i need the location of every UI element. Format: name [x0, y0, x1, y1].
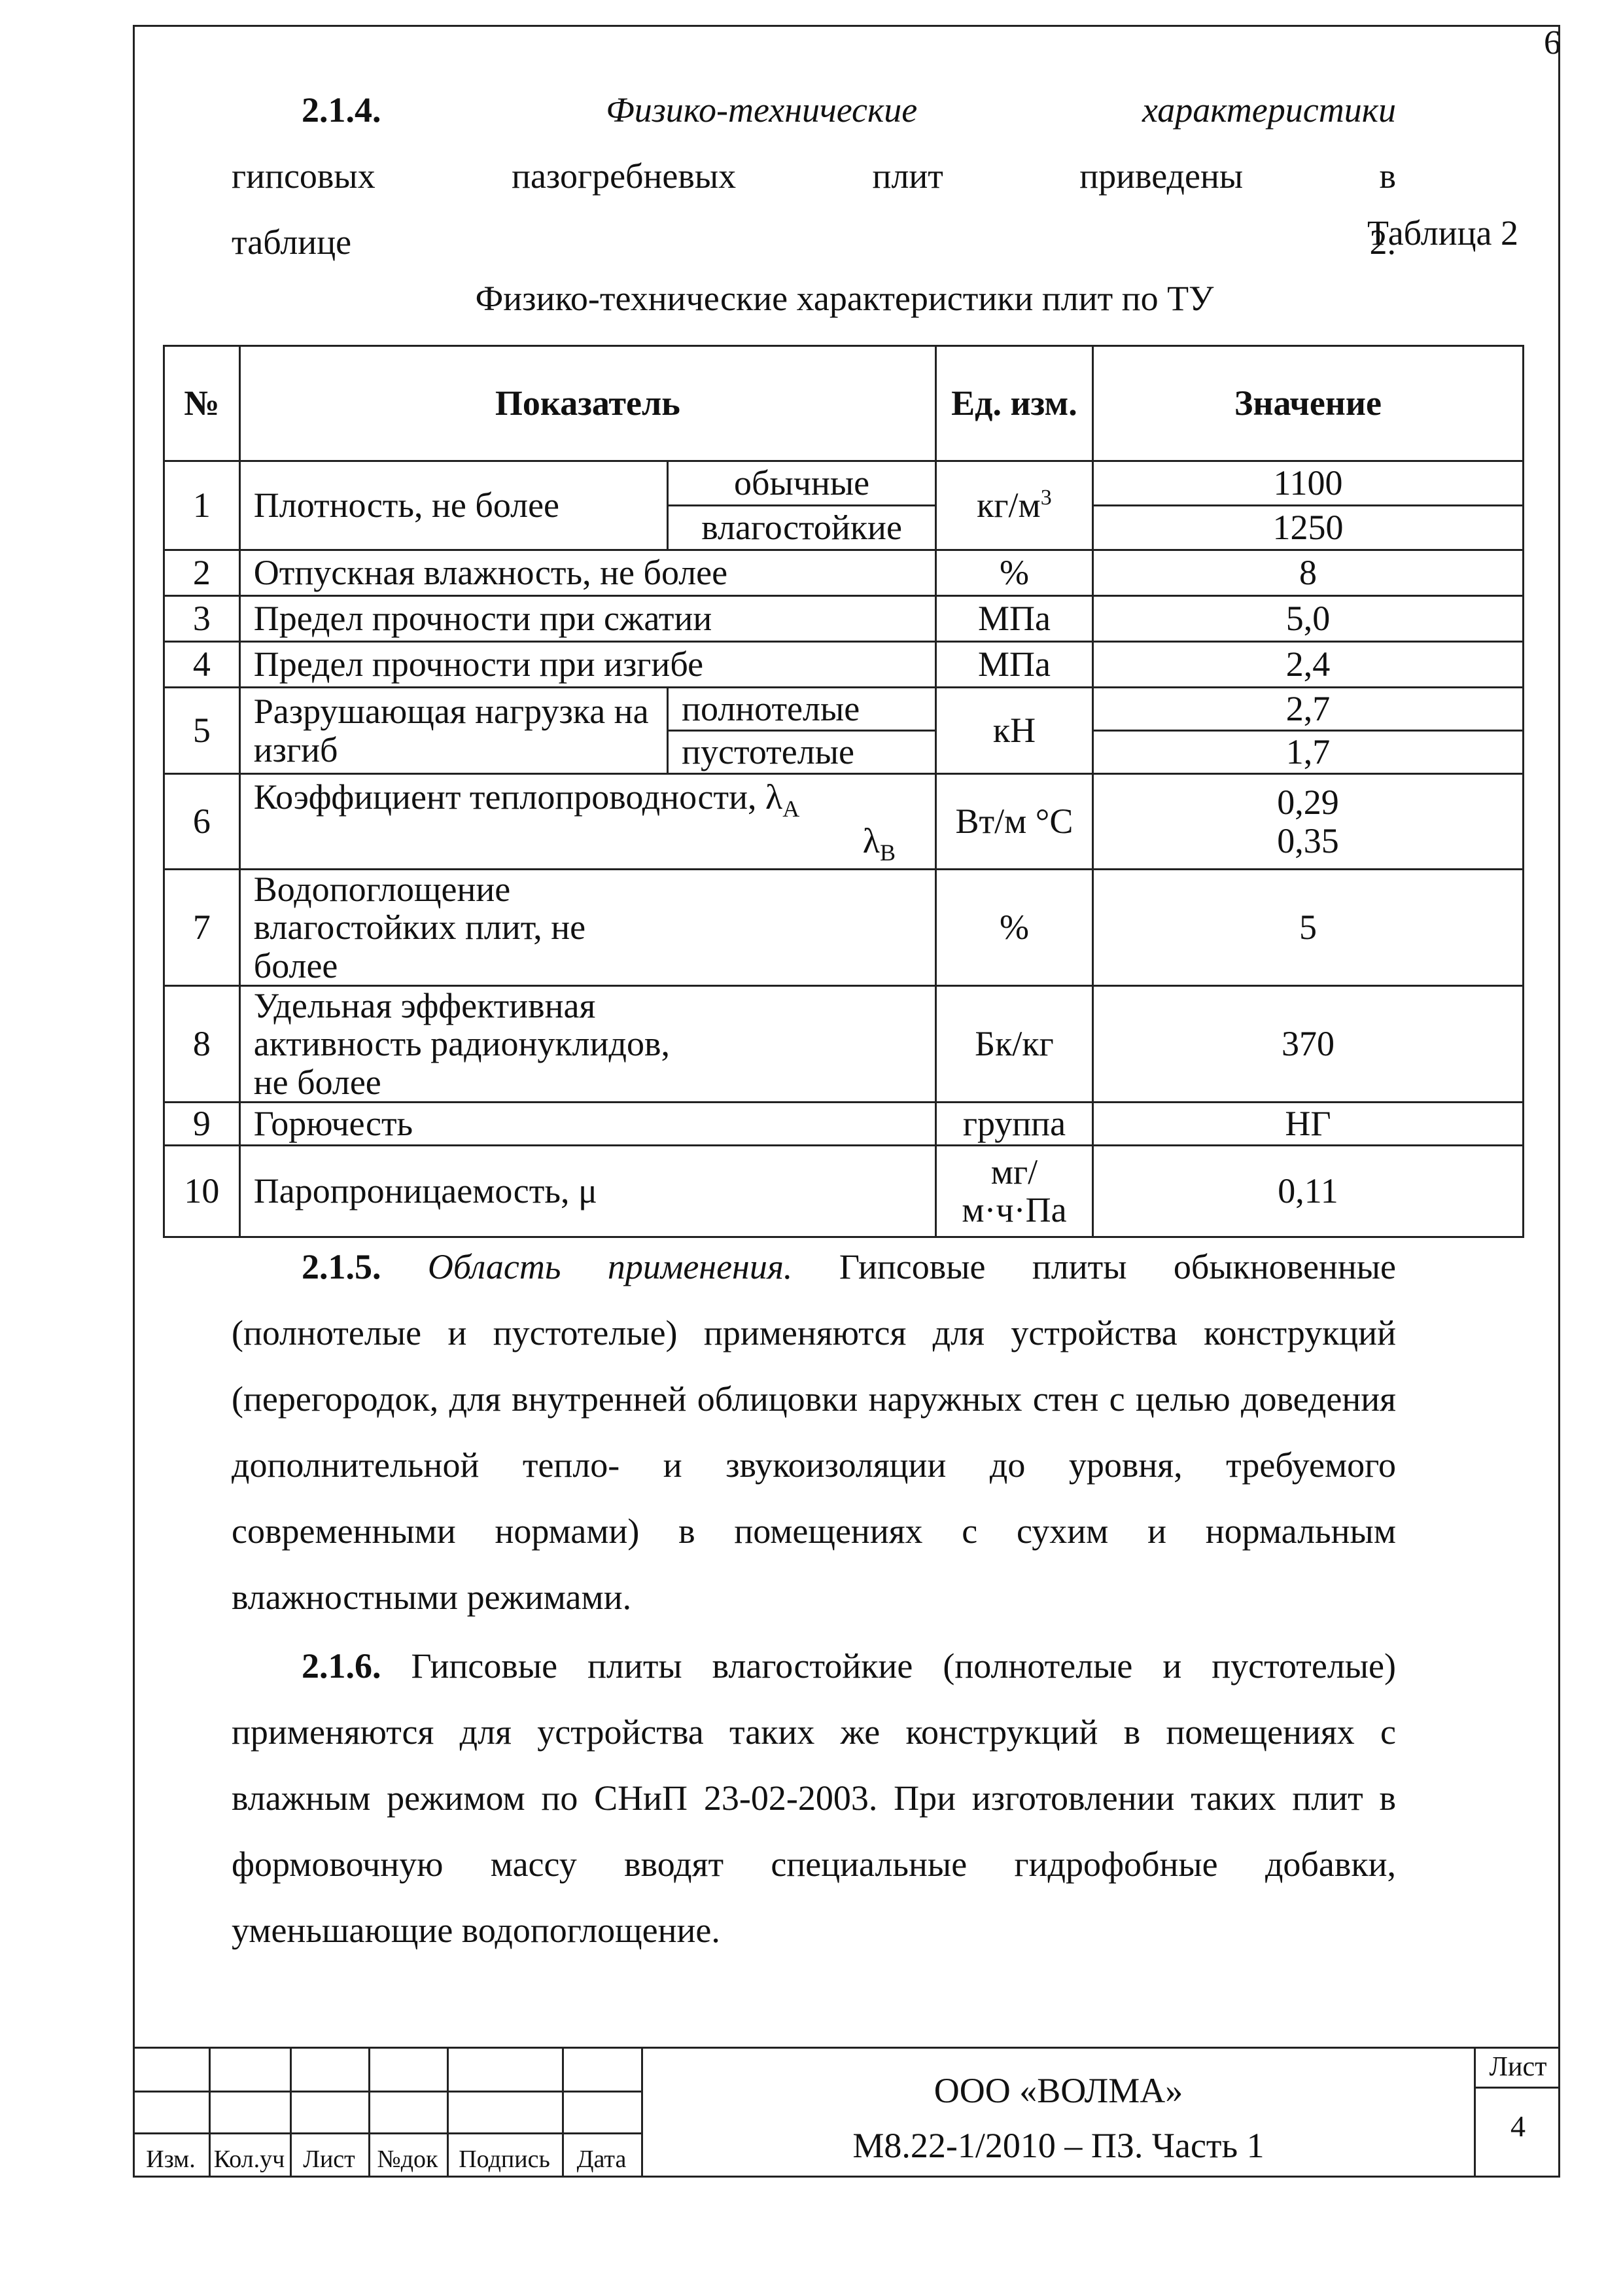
row-unit: Бк/кг [936, 985, 1093, 1102]
row-param: Водопоглощение влагостойких плит, не более [239, 870, 935, 986]
row-value: 5,0 [1092, 596, 1523, 642]
row-unit: группа [936, 1102, 1093, 1145]
table-row [164, 985, 1524, 1102]
section-2-1-5-title: Область применения. [427, 1247, 793, 1286]
row-value: 1250 [1092, 506, 1523, 550]
row-value: 5 [1092, 870, 1523, 986]
row-param: Коэффициент теплопроводности, $\lambda_А$ $\lambda_В$ [239, 774, 935, 870]
row-num: 9 [164, 1102, 240, 1145]
row-unit: $кг/м^3$ [936, 461, 1093, 550]
section-2-1-6-number: 2.1.6. [302, 1646, 381, 1686]
row-param: Удельная эффективная активность радионуклидов, не более [239, 985, 935, 1102]
row-num: 10 [164, 1145, 240, 1237]
row-num: 5 [164, 688, 240, 774]
row-num: 7 [164, 870, 240, 986]
row-value: 8 [1092, 550, 1523, 596]
document-designation [643, 2063, 1474, 2173]
row-param: Предел прочности при сжатии [239, 596, 935, 642]
table-label: Таблица 2 [1367, 213, 1518, 253]
row-param: Отпускная влажность, не более [239, 550, 935, 596]
stamp-label-izm: Изм. [146, 2146, 196, 2173]
row-sub: пустотелые [668, 731, 936, 774]
lambda-b-symbol: λ [862, 821, 880, 860]
row-unit: МПа [936, 596, 1093, 642]
row-num: 1 [164, 461, 240, 550]
row-value: 0,11 [1092, 1145, 1523, 1237]
row-value: 2,4 [1092, 642, 1523, 688]
table-title: Физико-технические характеристики плит по ТУ [475, 279, 1214, 318]
row-value: 370 [1092, 985, 1523, 1102]
table-row [164, 870, 1524, 986]
stamp-label-data: Дата [576, 2146, 627, 2173]
table-row [164, 1102, 1524, 1145]
section-2-1-4 [232, 77, 1396, 275]
row-num: 4 [164, 642, 240, 688]
table-row [164, 461, 1524, 506]
section-2-1-4-number: 2.1.4. [302, 90, 381, 130]
title-block [133, 2047, 1560, 2178]
table-row [164, 688, 1524, 731]
row-unit: МПа [936, 642, 1093, 688]
header-num: № [164, 346, 240, 461]
table-row [164, 774, 1524, 870]
page-corner-number: 6 [1544, 24, 1561, 62]
row-unit: % [936, 870, 1093, 986]
section-2-1-5-text: Гипсовые плиты обыкновенные (полнотелые и пустотелые) применяются для устройства конструкций (перегородок, для внутренней облицовки наружных стен с целью доведения дополнительной тепло- и звукоизоляции до уровня, требуемого современными нормами) в помещениях с сухим и нормальным влажностными режимами. [232, 1247, 1396, 1617]
section-2-1-4-title: Физико-технические характеристики [606, 90, 1396, 130]
row-num: 3 [164, 596, 240, 642]
row-sub: обычные [668, 461, 936, 506]
stamp-label-ndok: №док [377, 2146, 438, 2173]
section-2-1-4-lead: гипсовых пазогребневых плит приведены в таблице 2. [232, 156, 1396, 262]
section-2-1-5-number: 2.1.5. [302, 1247, 381, 1286]
row-param: Паропроницаемость, μ [239, 1145, 935, 1237]
row-param: Предел прочности при изгибе [239, 642, 935, 688]
row-unit: Вт/м °С [936, 774, 1093, 870]
section-2-1-6-text: Гипсовые плиты влагостойкие (полнотелые и пустотелые) применяются для устройства таких же конструкций в помещениях с влажным режимом по СНиП 23-02-2003. При изготовлении таких плит в формовочную массу вводят специальные гидрофобные добавки, уменьшающие водопоглощение. [232, 1646, 1396, 1950]
row-param: Плотность, не более [239, 461, 667, 550]
row-value: 2,7 [1092, 688, 1523, 731]
table-row [164, 596, 1524, 642]
row-sub: полнотелые [668, 688, 936, 731]
spec-table [163, 345, 1524, 1238]
row-num: 6 [164, 774, 240, 870]
table-row [164, 642, 1524, 688]
sheet-cell [1474, 2049, 1560, 2178]
stamp-label-kol: Кол.уч [213, 2146, 285, 2173]
revision-grid [133, 2049, 643, 2178]
section-2-1-5 [232, 1234, 1396, 1631]
stamp-label-list: Лист [303, 2146, 355, 2173]
row-value: 0,29 0,35 [1092, 774, 1523, 870]
row-unit: мг/м·ч·Па [936, 1145, 1093, 1237]
row-unit: кН [936, 688, 1093, 774]
lambda-a-symbol: λ [765, 777, 783, 817]
row-num: 8 [164, 985, 240, 1102]
table-row [164, 1145, 1524, 1237]
row-sub: влагостойкие [668, 506, 936, 550]
row-unit: % [936, 550, 1093, 596]
section-2-1-6 [232, 1633, 1396, 1964]
header-value: Значение [1092, 346, 1523, 461]
row-param: Разрушающая нагрузка на изгиб [239, 688, 667, 774]
row-value: НГ [1092, 1102, 1523, 1145]
row-value: 1,7 [1092, 731, 1523, 774]
stamp-label-podp: Подпись [459, 2146, 550, 2173]
organization-name: ООО «ВОЛМА» [934, 2071, 1183, 2110]
document-code: М8.22-1/2010 – ПЗ. Часть 1 [852, 2126, 1265, 2165]
header-unit: Ед. изм. [936, 346, 1093, 461]
header-param: Показатель [239, 346, 935, 461]
row-num: 2 [164, 550, 240, 596]
table-row [164, 550, 1524, 596]
sheet-label: Лист [1489, 2052, 1547, 2082]
sheet-number: 4 [1510, 2110, 1526, 2143]
row-param: Горючесть [239, 1102, 935, 1145]
row-value: 1100 [1092, 461, 1523, 506]
table-header-row [164, 346, 1524, 461]
